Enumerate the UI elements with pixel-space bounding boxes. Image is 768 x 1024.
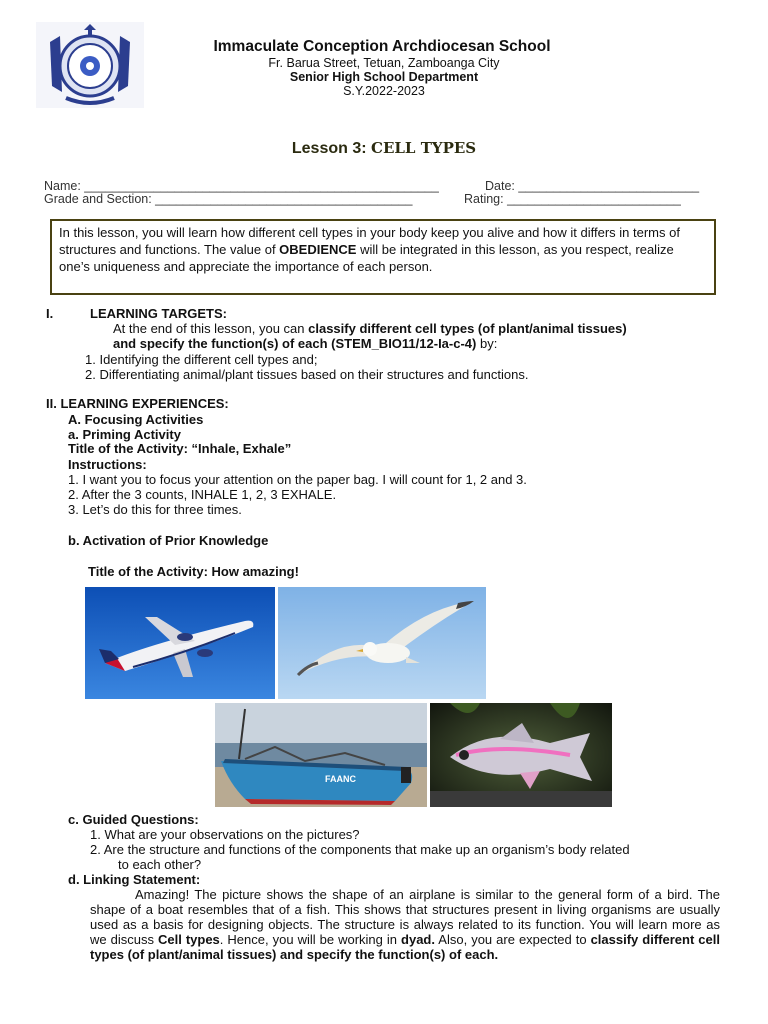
focusing-activities: A. Focusing Activities <box>68 412 204 427</box>
activation-heading: b. Activation of Prior Knowledge <box>68 533 269 548</box>
rating-field: Rating: _________________________ <box>464 192 681 206</box>
guided-question-1: 1. What are your observations on the pictures? <box>90 827 360 842</box>
lesson-prefix: Lesson 3: <box>291 140 372 157</box>
boat-photo <box>215 703 427 807</box>
lesson-title <box>0 139 768 158</box>
learning-targets-intro-line1 <box>113 321 627 336</box>
intro-text-1: In this lesson, you will learn how different cell types in your body keep you alive and how it differs in terms of structures and functions. The value of <box>59 225 680 257</box>
school-name: Immaculate Conception Archdiocesan School <box>213 38 551 55</box>
lesson-topic: CELL TYPES <box>371 139 477 157</box>
department: Senior High School Department <box>289 70 479 84</box>
linking-bold-2: dyad. <box>401 932 435 947</box>
learning-experiences-heading: II. LEARNING EXPERIENCES: <box>46 396 229 411</box>
instruction-3: 3. Let’s do this for three times. <box>68 502 242 517</box>
activity-title: Title of the Activity: “Inhale, Exhale” <box>68 441 292 456</box>
guided-questions-heading: c. Guided Questions: <box>68 812 199 827</box>
date-field: Date: __________________________ <box>485 179 700 193</box>
fish-photo <box>430 703 612 807</box>
linking-text-1: Amazing! The picture shows the shape of an airplane is similar to the general form of a bird. The shape of a boat resembles that of a fish. This shows that structures present in living organisms are usually used as a basis for designing objects. The structure is always related to its function. You will learn more as we discuss <box>90 887 720 947</box>
section-number-1: I. <box>46 306 54 321</box>
seagull-photo <box>278 587 486 699</box>
school-address: Fr. Barua Street, Tetuan, Zamboanga City <box>268 56 500 70</box>
intro-box <box>50 219 716 295</box>
linking-bold-1: Cell types <box>157 932 220 947</box>
boat-name-text: FAANC <box>325 774 356 784</box>
lt-intro-by: by: <box>476 336 498 351</box>
learning-targets-intro-line2 <box>113 336 497 351</box>
intro-text-2: will be integrated in this lesson, as you respect, realize one’s uniqueness and appreciate the importance of each person. <box>59 242 674 274</box>
linking-text-3: Also, you are expected to <box>435 932 591 947</box>
target-item-2: 2. Differentiating animal/plant tissues based on their structures and functions. <box>85 367 529 382</box>
school-year: S.Y.2022-2023 <box>343 84 425 98</box>
linking-statement-text <box>90 887 720 962</box>
learning-targets-heading: LEARNING TARGETS: <box>90 306 227 321</box>
lt-intro-bold-2: and specify the function(s) of each (STEM_BIO11/12-Ia-c-4) <box>113 336 477 351</box>
airplane-photo <box>85 587 275 699</box>
priming-activity: a. Priming Activity <box>68 427 181 442</box>
activity-title-2: Title of the Activity: How amazing! <box>88 564 299 579</box>
lt-intro-bold-1: classify different cell types (of plant/animal tissues) <box>308 321 627 336</box>
linking-text-2: . Hence, you will be working in <box>219 932 402 947</box>
guided-question-2-cont: to each other? <box>118 857 202 872</box>
intro-value-word: OBEDIENCE <box>279 242 357 257</box>
instruction-1: 1. I want you to focus your attention on the paper bag. I will count for 1, 2 and 3. <box>68 472 527 487</box>
linking-bold-3: classify different cell types (of plant/animal tissues) and specify the function(s) of each. <box>90 932 720 962</box>
target-item-1: 1. Identifying the different cell types and; <box>85 352 318 367</box>
instructions-label: Instructions: <box>68 457 147 472</box>
lt-intro-text: At the end of this lesson, you can <box>113 321 309 336</box>
guided-question-2: 2. Are the structure and functions of the components that make up an organism’s body related <box>90 842 630 857</box>
instruction-2: 2. After the 3 counts, INHALE 1, 2, 3 EXHALE. <box>68 487 337 502</box>
grade-section-field: Grade and Section: _____________________________________ <box>44 192 413 206</box>
name-field: Name: ___________________________________________________ <box>44 179 439 193</box>
linking-statement-heading: d. Linking Statement: <box>68 872 201 887</box>
